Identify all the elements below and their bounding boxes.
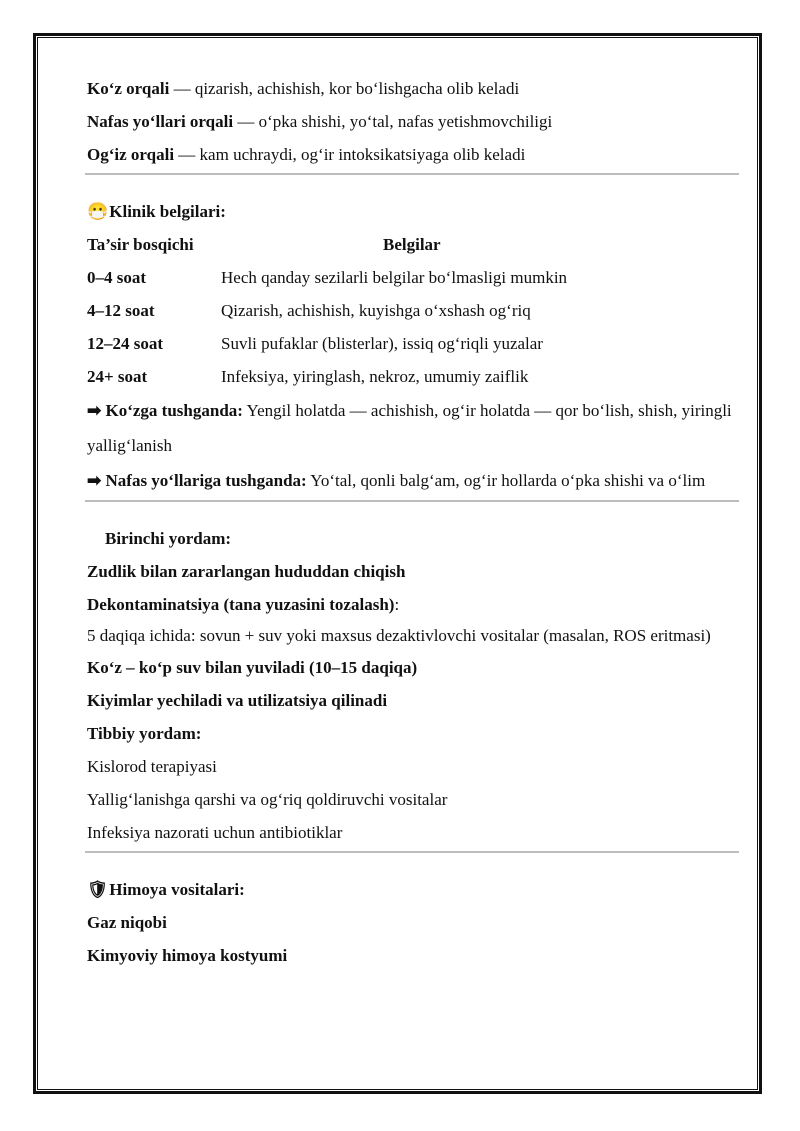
col-signs-header: Belgilar: [383, 235, 441, 254]
route-text: — qizarish, achishish, kor bo‘lishgacha olib keladi: [169, 79, 520, 98]
signs-cell: Infeksiya, yiringlash, nekroz, umumiy zaiflik: [221, 367, 529, 386]
shield-icon: 🛡: [87, 880, 109, 899]
section-divider: [85, 500, 739, 502]
route-airway: [87, 105, 737, 138]
medical-aid-item: Yallig‘lanishga qarshi va og‘riq qoldiruvchi vositalar: [87, 790, 448, 809]
stage-cell: 0–4 soat: [87, 268, 147, 287]
signs-cell: Suvli pufaklar (blisterlar), issiq og‘riqli yuzalar: [221, 334, 543, 353]
route-oral: [87, 138, 737, 171]
mask-face-icon: 😷: [87, 202, 109, 221]
stage-cell: 24+ soat: [87, 367, 148, 386]
route-label: Nafas yo‘llari orqali: [87, 112, 234, 131]
protection-title: Himoya vositalari:: [109, 880, 245, 899]
protection-item: Kimyoviy himoya kostyumi: [87, 946, 288, 965]
protection-heading: [87, 873, 737, 906]
route-text: — kam uchraydi, og‘ir intoksikatsiyaga olib keladi: [174, 145, 526, 164]
route-label: Ko‘z orqali: [87, 79, 170, 98]
decon-colon: :: [394, 595, 400, 614]
signs-cell: Hech qanday sezilarli belgilar bo‘lmasligi mumkin: [221, 268, 568, 287]
first-aid-heading: Birinchi yordam:: [105, 529, 232, 548]
route-eye: [87, 72, 737, 105]
first-aid-item: Zudlik bilan zararlangan hududdan chiqish: [87, 562, 406, 581]
stage-cell: 12–24 soat: [87, 334, 164, 353]
signs-cell: Qizarish, achishish, kuyishga o‘xshash og‘riq: [221, 301, 531, 320]
stage-cell: 4–12 soat: [87, 301, 155, 320]
clinical-table-row: [87, 360, 737, 393]
decon-label: Dekontaminatsiya (tana yuzasini tozalash): [87, 595, 395, 614]
first-aid-item: Kiyimlar yechiladi va utilizatsiya qilinadi: [87, 691, 388, 710]
clinical-title: Klinik belgilari:: [109, 202, 226, 221]
arrow-right-icon: ➡: [87, 401, 102, 420]
eye-exposure-label: Ko‘zga tushganda:: [105, 401, 243, 420]
first-aid-item: Ko‘z – ko‘p suv bilan yuviladi (10–15 daqiqa): [87, 658, 418, 677]
document-body: [87, 72, 737, 972]
clinical-table-header: [87, 228, 737, 261]
medical-aid-item: Kislorod terapiyasi: [87, 757, 217, 776]
clinical-table-row: [87, 261, 737, 294]
airway-exposure-label: Nafas yo‘llariga tushganda:: [105, 471, 307, 490]
clinical-table-row: [87, 294, 737, 327]
section-divider: [85, 851, 739, 853]
medical-aid-title: Tibbiy yordam:: [87, 724, 202, 743]
protection-item: Gaz niqobi: [87, 913, 167, 932]
section-divider: [85, 173, 739, 175]
decon-text: 5 daqiqa ichida: sovun + suv yoki maxsus dezaktivlovchi vositalar (masalan, ROS eritmasi): [87, 626, 711, 645]
clinical-table-row: [87, 327, 737, 360]
route-text: — o‘pka shishi, yo‘tal, nafas yetishmovchiligi: [233, 112, 553, 131]
first-aid-decon: [87, 588, 737, 621]
route-label: Og‘iz orqali: [87, 145, 175, 164]
eye-exposure-text: Yengil holatda — achishish, og‘ir holatda — qor bo‘lish, shish, yiringli yallig‘lanish: [87, 401, 732, 455]
airway-exposure-text: Yo‘tal, qonli balg‘am, og‘ir hollarda o‘pka shishi va o‘lim: [306, 471, 706, 490]
medical-aid-item: Infeksiya nazorati uchun antibiotiklar: [87, 823, 343, 842]
arrow-right-icon: ➡: [87, 471, 102, 490]
clinical-heading: [87, 195, 737, 228]
col-stage-header: Ta’sir bosqichi: [87, 235, 194, 254]
airway-exposure-paragraph: [87, 463, 737, 498]
eye-exposure-paragraph: [87, 393, 737, 463]
